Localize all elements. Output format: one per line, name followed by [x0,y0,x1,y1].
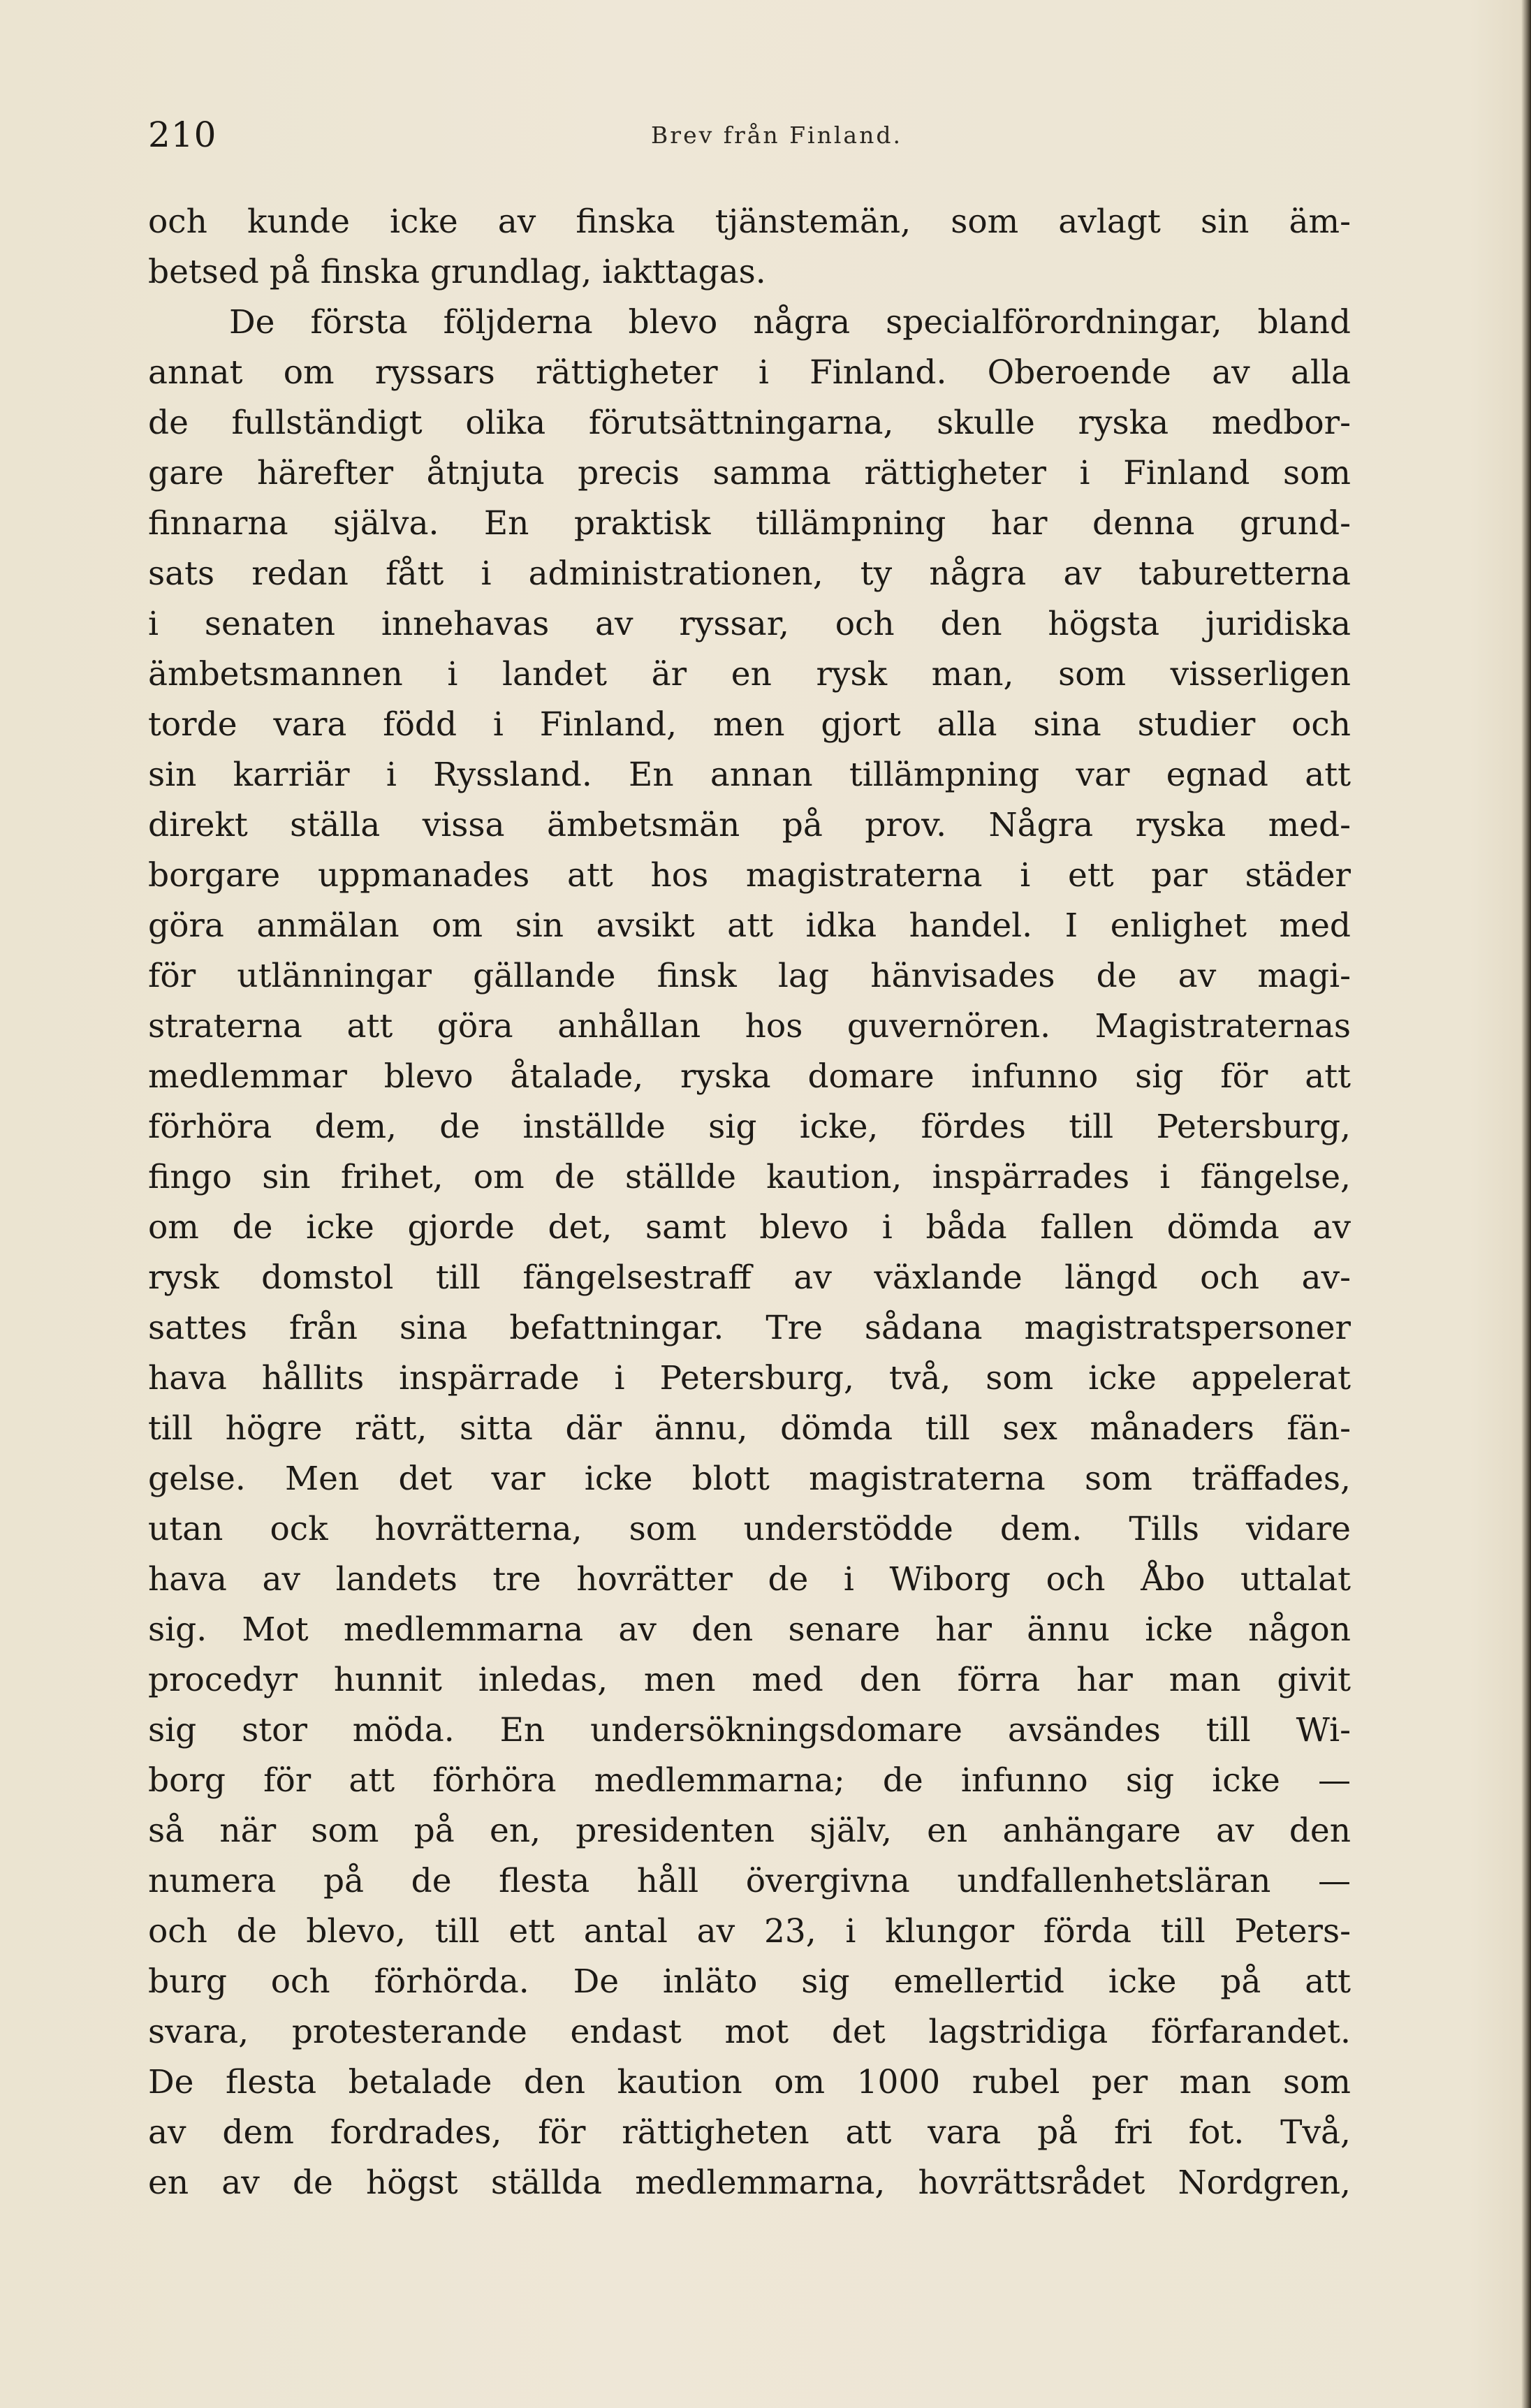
text-line: för utlänningar gällande finsk lag hänvisades de av magi- [148,957,1351,995]
text-line: hava hållits inspärrade i Petersburg, två, som icke appelerat [148,1359,1351,1397]
text-line: numera på de flesta håll övergivna undfallenhetsläran — [148,1862,1351,1900]
text-line: av dem fordrades, för rättigheten att vara på fri fot. Två, [148,2113,1351,2152]
text-line: gelse. Men det var icke blott magistraterna som träffades, [148,1460,1351,1498]
text-line: och de blevo, till ett antal av 23, i klungor förda till Peters- [148,1912,1351,1951]
text-line: procedyr hunnit inledas, men med den förra har man givit [148,1661,1351,1699]
text-line: straterna att göra anhållan hos guvernören. Magistraternas [148,1007,1351,1045]
text-line: sig. Mot medlemmarna av den senare har ännu icke någon [148,1610,1351,1649]
text-line: utan ock hovrätterna, som understödde dem. Tills vidare [148,1510,1351,1548]
paragraph-start-line: De första följderna blevo några specialförordningar, bland [229,303,1351,342]
text-line: ämbetsmannen i landet är en rysk man, som visserligen [148,655,1351,693]
text-line: och kunde icke av finska tjänstemän, som avlagt sin äm- [148,203,1351,241]
text-line: så när som på en, presidenten själv, en anhängare av den [148,1812,1351,1850]
running-header [148,110,1351,159]
text-line: förhöra dem, de inställde sig icke, fördes till Petersburg, [148,1108,1351,1146]
body-text [148,197,1351,2208]
text-line: om de icke gjorde det, samt blevo i båda fallen dömda av [148,1208,1351,1247]
text-line: borg för att förhöra medlemmarna; de infunno sig icke — [148,1761,1351,1800]
text-line: i senaten innehavas av ryssar, och den högsta juridiska [148,605,1351,643]
text-line: De flesta betalade den kaution om 1000 rubel per man som [148,2063,1351,2101]
text-line: sin karriär i Ryssland. En annan tillämpning var egnad att [148,756,1351,794]
page-edge-shadow [1521,0,1531,2408]
running-title: Brev från Finland. [651,122,902,149]
text-line: torde vara född i Finland, men gjort alla sina studier och [148,705,1351,744]
text-line: en av de högst ställda medlemmarna, hovrättsrådet Nordgren, [148,2164,1351,2202]
text-line: medlemmar blevo åtalade, ryska domare infunno sig för att [148,1057,1351,1096]
text-line: annat om ryssars rättigheter i Finland. Oberoende av alla [148,353,1351,392]
text-line: till högre rätt, sitta där ännu, dömda till sex månaders fän- [148,1409,1351,1448]
text-line: sattes från sina befattningar. Tre sådana magistratspersoner [148,1309,1351,1347]
text-line: sats redan fått i administrationen, ty några av taburetterna [148,555,1351,593]
text-line: borgare uppmanades att hos magistraterna i ett par städer [148,856,1351,895]
text-line: sig stor möda. En undersökningsdomare avsändes till Wi- [148,1711,1351,1749]
text-line: de fullständigt olika förutsättningarna, skulle ryska medbor- [148,404,1351,442]
page-number: 210 [148,115,217,155]
text-line: svara, protesterande endast mot det lagstridiga förfarandet. [148,2013,1351,2051]
text-line: finnarna själva. En praktisk tillämpning har denna grund- [148,504,1351,543]
text-line: göra anmälan om sin avsikt att idka handel. I enlighet med [148,906,1351,945]
text-line: direkt ställa vissa ämbetsmän på prov. Några ryska med- [148,806,1351,844]
text-line: gare härefter åtnjuta precis samma rättigheter i Finland som [148,454,1351,492]
text-line: betsed på finska grundlag, iakttagas. [148,253,766,291]
text-line: rysk domstol till fängelsestraff av växlande längd och av- [148,1258,1351,1297]
text-line: burg och förhörda. De inläto sig emellertid icke på att [148,1962,1351,2001]
text-line: hava av landets tre hovrätter de i Wiborg och Åbo uttalat [148,1560,1351,1599]
text-line: fingo sin frihet, om de ställde kaution, inspärrades i fängelse, [148,1158,1351,1196]
